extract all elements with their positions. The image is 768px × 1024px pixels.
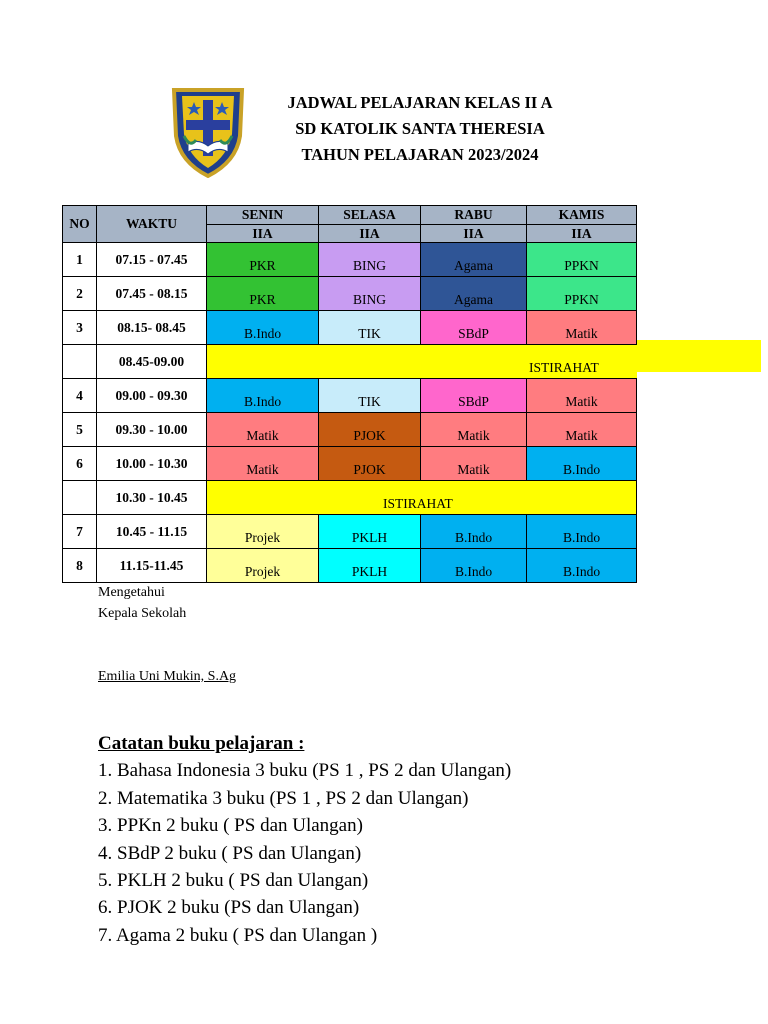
- subject-cell: Matik: [527, 311, 637, 345]
- signature-name: Emilia Uni Mukin, S.Ag: [98, 669, 237, 684]
- time-slot: 08.15- 08.45: [97, 311, 207, 345]
- header-day: SELASA: [319, 206, 421, 225]
- subject-cell: PKR: [207, 277, 319, 311]
- title-line-3: TAHUN PELAJARAN 2023/2024: [301, 145, 539, 164]
- time-slot: 08.45-09.00: [97, 345, 207, 379]
- schedule-row: [63, 447, 637, 481]
- header-class: IIA: [319, 225, 421, 243]
- break-cell: ISTIRAHAT: [207, 345, 637, 379]
- subject-cell: PPKN: [527, 243, 637, 277]
- subject-cell: Matik: [207, 447, 319, 481]
- schedule-row: [63, 515, 637, 549]
- subject-cell: TIK: [319, 379, 421, 413]
- subject-cell: Projek: [207, 515, 319, 549]
- subject-cell: PKR: [207, 243, 319, 277]
- document-title: [255, 90, 585, 168]
- time-slot: 10.45 - 11.15: [97, 515, 207, 549]
- schedule-row: [63, 277, 637, 311]
- signature-label: Mengetahui: [98, 585, 165, 600]
- schedule-row: [63, 413, 637, 447]
- header-day: SENIN: [207, 206, 319, 225]
- notes-item: 3. PPKn 2 buku ( PS dan Ulangan): [98, 815, 363, 837]
- time-slot: 10.30 - 10.45: [97, 481, 207, 515]
- book-notes: [98, 730, 511, 949]
- header-day: KAMIS: [527, 206, 637, 225]
- header-no: NO: [63, 206, 97, 243]
- row-number: [63, 345, 97, 379]
- signature-role: Kepala Sekolah: [98, 606, 187, 621]
- subject-cell: B.Indo: [207, 311, 319, 345]
- schedule-row: [63, 243, 637, 277]
- notes-item: 1. Bahasa Indonesia 3 buku (PS 1 , PS 2 dan Ulangan): [98, 760, 512, 782]
- time-slot: 09.30 - 10.00: [97, 413, 207, 447]
- row-number: 7: [63, 515, 97, 549]
- break-row: [63, 481, 637, 515]
- subject-cell: B.Indo: [527, 447, 637, 481]
- row-number: 6: [63, 447, 97, 481]
- time-slot: 09.00 - 09.30: [97, 379, 207, 413]
- school-logo: [170, 86, 246, 178]
- schedule-row: [63, 311, 637, 345]
- subject-cell: TIK: [319, 311, 421, 345]
- break-cell: ISTIRAHAT: [207, 481, 637, 515]
- row-number: [63, 481, 97, 515]
- time-slot: 11.15-11.45: [97, 549, 207, 583]
- subject-cell: Matik: [421, 413, 527, 447]
- subject-cell: Matik: [527, 413, 637, 447]
- subject-cell: SBdP: [421, 311, 527, 345]
- subject-cell: Projek: [207, 549, 319, 583]
- subject-cell: PKLH: [319, 549, 421, 583]
- title-line-2: SD KATOLIK SANTA THERESIA: [295, 119, 545, 138]
- time-slot: 07.45 - 08.15: [97, 277, 207, 311]
- row-number: 5: [63, 413, 97, 447]
- subject-cell: Matik: [421, 447, 527, 481]
- header-class: IIA: [207, 225, 319, 243]
- row-number: 2: [63, 277, 97, 311]
- notes-item: 6. PJOK 2 buku (PS dan Ulangan): [98, 897, 360, 919]
- subject-cell: PJOK: [319, 413, 421, 447]
- schedule-table: [62, 205, 637, 583]
- subject-cell: BING: [319, 277, 421, 311]
- subject-cell: SBdP: [421, 379, 527, 413]
- notes-item: 2. Matematika 3 buku (PS 1 , PS 2 dan Ulangan): [98, 787, 469, 809]
- time-slot: 10.00 - 10.30: [97, 447, 207, 481]
- notes-item: 4. SBdP 2 buku ( PS dan Ulangan): [98, 842, 362, 864]
- row-number: 4: [63, 379, 97, 413]
- header-day: RABU: [421, 206, 527, 225]
- subject-cell: PJOK: [319, 447, 421, 481]
- break-row: [63, 345, 637, 379]
- subject-cell: B.Indo: [421, 549, 527, 583]
- schedule-row: [63, 379, 637, 413]
- subject-cell: B.Indo: [527, 515, 637, 549]
- row-number: 8: [63, 549, 97, 583]
- subject-cell: Agama: [421, 277, 527, 311]
- time-slot: 07.15 - 07.45: [97, 243, 207, 277]
- subject-cell: BING: [319, 243, 421, 277]
- notes-item: 7. Agama 2 buku ( PS dan Ulangan ): [98, 924, 378, 946]
- header-class: IIA: [421, 225, 527, 243]
- header-waktu: WAKTU: [97, 206, 207, 243]
- row-number: 3: [63, 311, 97, 345]
- notes-heading: Catatan buku pelajaran :: [98, 733, 305, 754]
- notes-item: 5. PKLH 2 buku ( PS dan Ulangan): [98, 870, 369, 892]
- subject-cell: Matik: [207, 413, 319, 447]
- subject-cell: PPKN: [527, 277, 637, 311]
- row-number: 1: [63, 243, 97, 277]
- subject-cell: B.Indo: [527, 549, 637, 583]
- subject-cell: B.Indo: [207, 379, 319, 413]
- break-highlight-extension: [637, 340, 761, 372]
- subject-cell: B.Indo: [421, 515, 527, 549]
- subject-cell: Matik: [527, 379, 637, 413]
- schedule-row: [63, 549, 637, 583]
- header-class: IIA: [527, 225, 637, 243]
- title-line-1: JADWAL PELAJARAN KELAS II A: [287, 93, 553, 112]
- subject-cell: Agama: [421, 243, 527, 277]
- subject-cell: PKLH: [319, 515, 421, 549]
